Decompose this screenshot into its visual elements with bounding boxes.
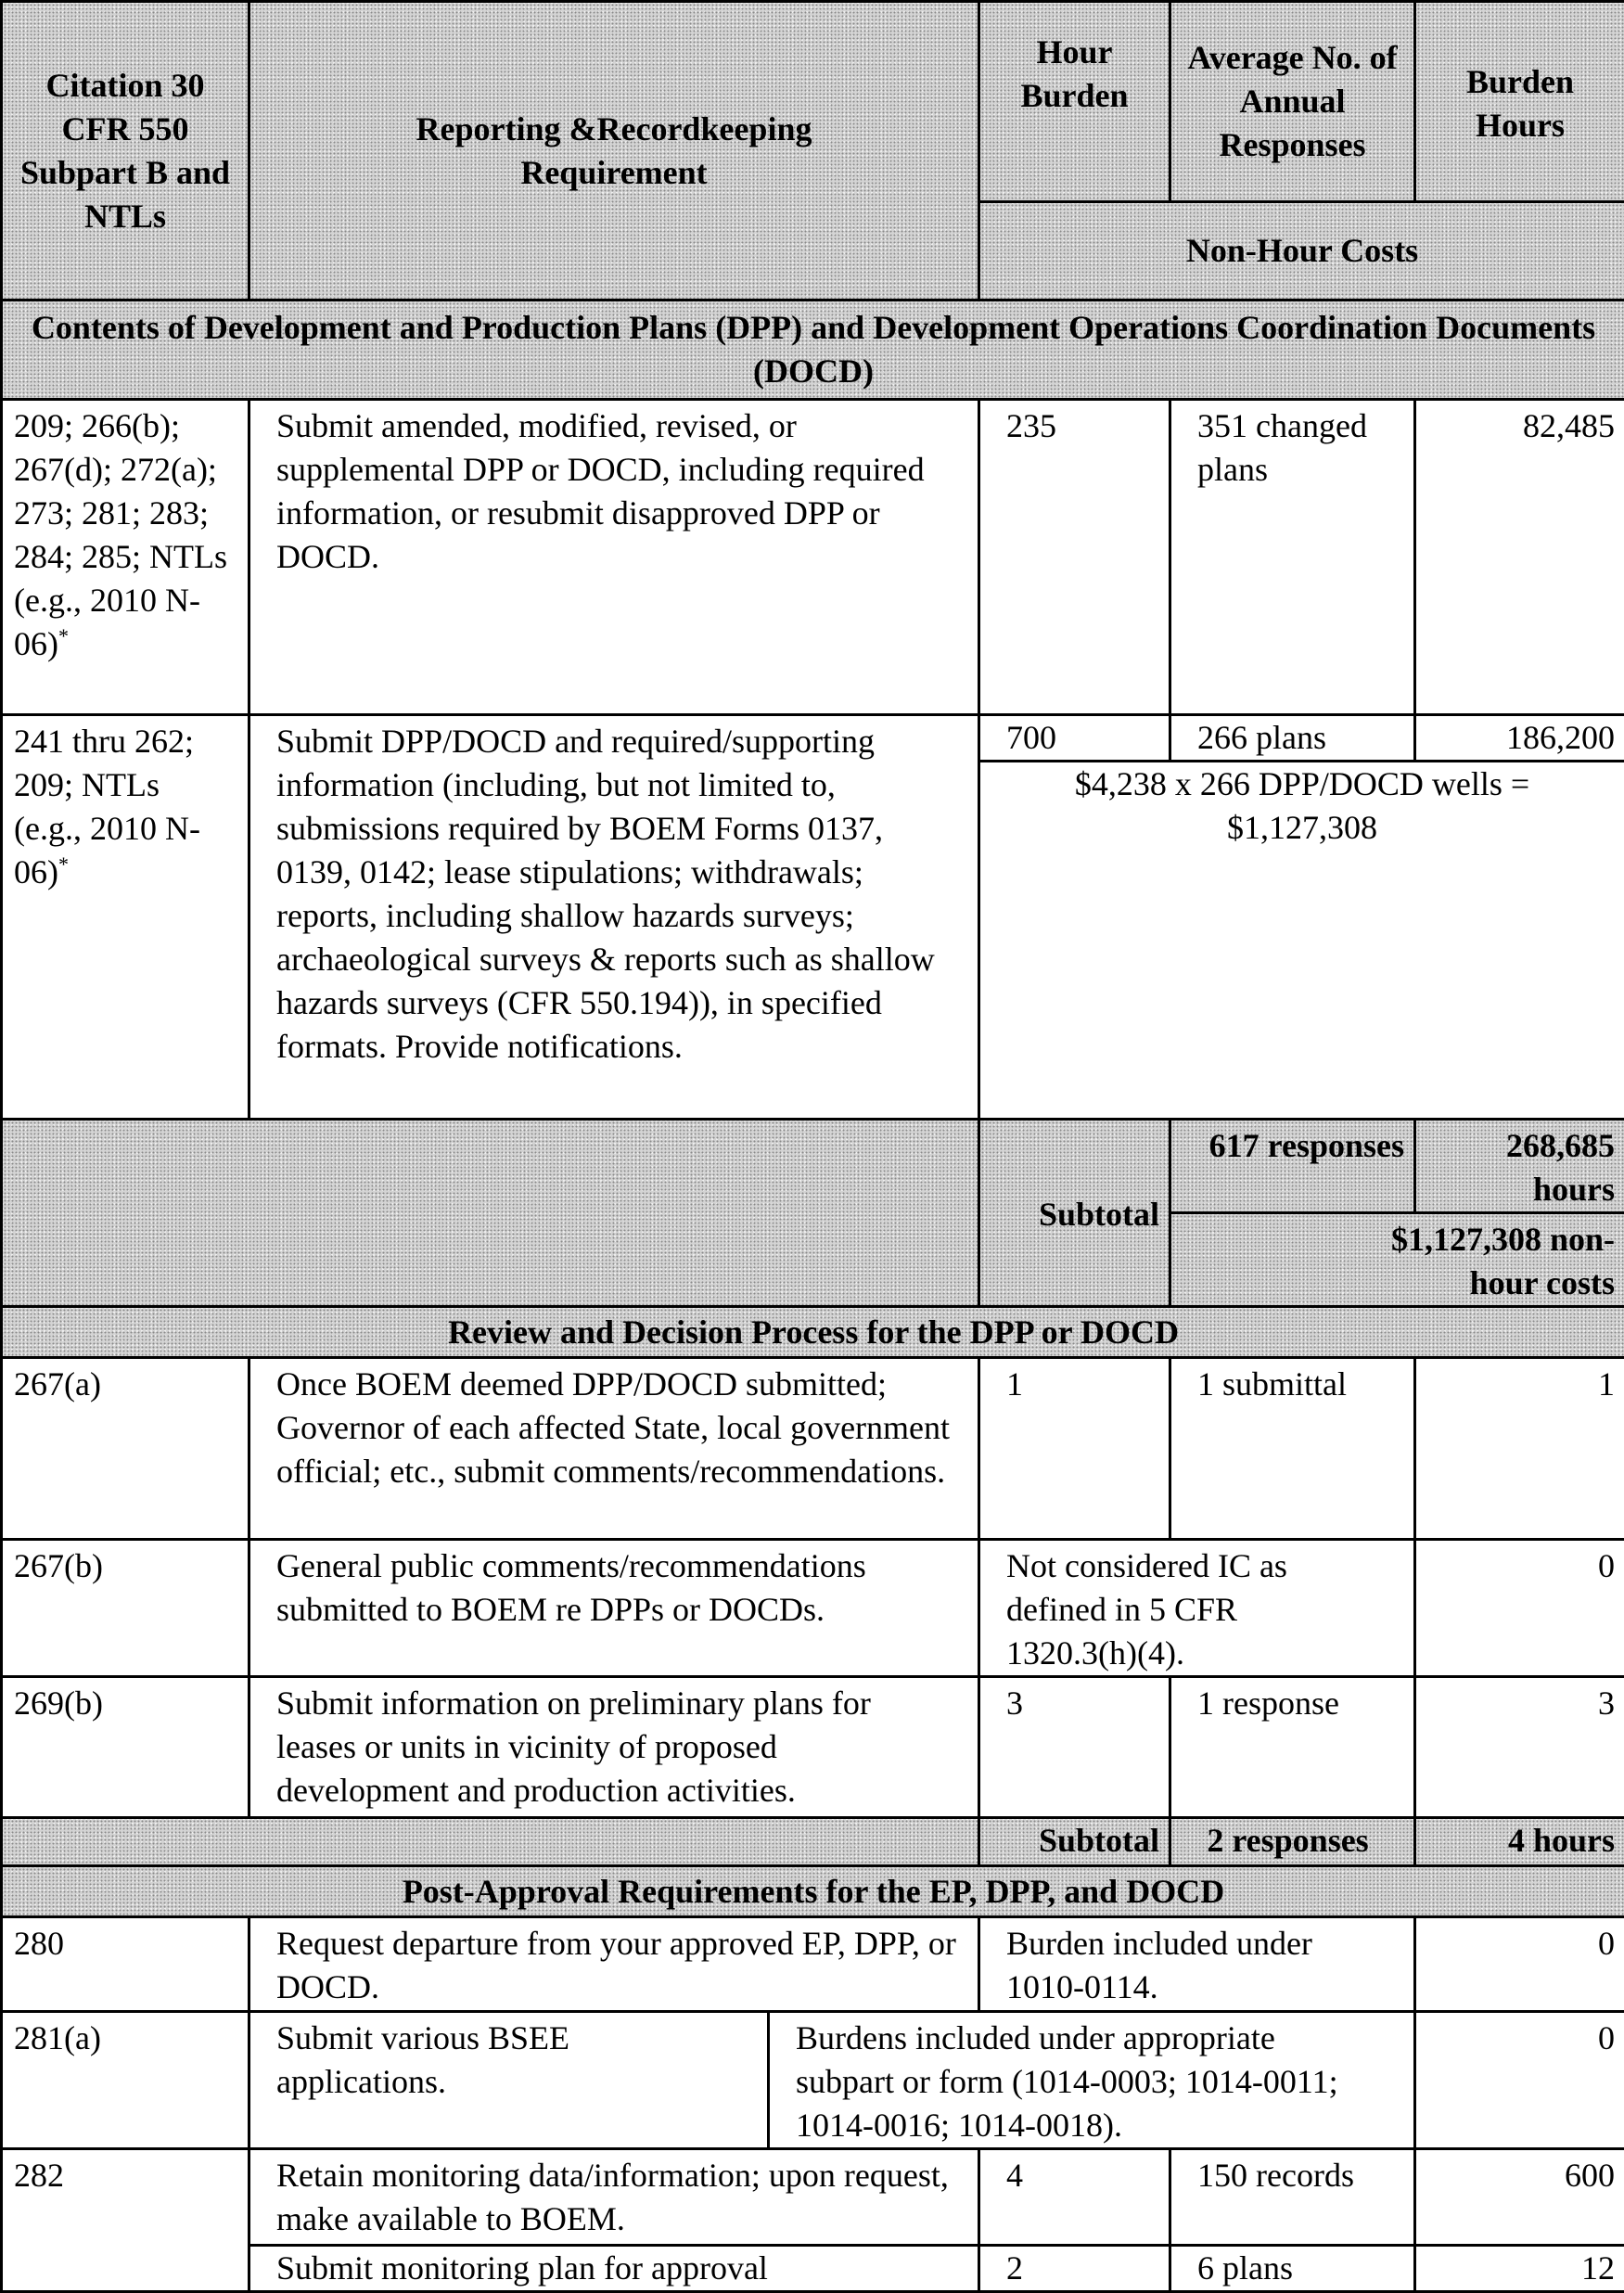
burden-hours-cell: 82,485 xyxy=(1415,400,1624,715)
table-row xyxy=(2,715,1624,762)
citation-text: 241 thru 262; 209; NTLs (e.g., 2010 N-06) xyxy=(14,723,200,890)
header-hour-burden: Hour Burden xyxy=(979,2,1170,202)
burden-hours-cell: 3 xyxy=(1415,1677,1624,1818)
citation-cell: 281(a) xyxy=(2,2012,249,2149)
requirement-cell: Submit various BSEE applications. xyxy=(249,2012,769,2149)
table-row xyxy=(2,1358,1624,1540)
burden-hours-cell: 186,200 xyxy=(1415,715,1624,762)
footnote-marker: * xyxy=(58,624,69,647)
subtotal-label: Subtotal xyxy=(979,1818,1170,1866)
table-row xyxy=(2,1540,1624,1677)
responses-cell: 266 plans xyxy=(1170,715,1415,762)
header-citation: Citation 30 CFR 550 Subpart B and NTLs xyxy=(2,2,249,301)
subtotal-responses: 2 responses xyxy=(1170,1818,1415,1866)
header-non-hour-costs: Non-Hour Costs xyxy=(979,202,1624,301)
requirement-cell: Submit information on preliminary plans for leases or units in vicinity of proposed development and production activities. xyxy=(249,1677,979,1818)
hour-burden-cell: 235 xyxy=(979,400,1170,715)
responses-cell: 150 records xyxy=(1170,2149,1415,2246)
responses-cell: 351 changed plans xyxy=(1170,400,1415,715)
table-row xyxy=(2,400,1624,715)
subtotal-spacer xyxy=(2,1120,979,1307)
section-title: Post-Approval Requirements for the EP, DPP, and DOCD xyxy=(2,1866,1624,1917)
requirement-cell: Request departure from your approved EP, DPP, or DOCD. xyxy=(249,1917,979,2012)
subtotal-label: Subtotal xyxy=(979,1120,1170,1307)
requirement-cell: Retain monitoring data/information; upon request, make available to BOEM. xyxy=(249,2149,979,2246)
section-title: Review and Decision Process for the DPP or DOCD xyxy=(2,1307,1624,1358)
burden-hours-cell: 0 xyxy=(1415,1917,1624,2012)
table-row xyxy=(2,1917,1624,2012)
note-cell: Burden included under 1010-0114. xyxy=(979,1917,1415,2012)
citation-cell: 269(b) xyxy=(2,1677,249,1818)
subtotal-hours: 268,685 hours xyxy=(1415,1120,1624,1213)
citation-text: 209; 266(b); 267(d); 272(a); 273; 281; 283; 284; 285; NTLs (e.g., 2010 N-06) xyxy=(14,407,227,662)
responses-cell: 1 submittal xyxy=(1170,1358,1415,1540)
citation-cell: 280 xyxy=(2,1917,249,2012)
burden-hours-cell: 1 xyxy=(1415,1358,1624,1540)
subtotal-responses: 617 responses xyxy=(1170,1120,1415,1213)
table-row xyxy=(2,2012,1624,2149)
requirement-cell: Once BOEM deemed DPP/DOCD submitted; Governor of each affected State, local government official; etc., submit comments/recommendations. xyxy=(249,1358,979,1540)
requirement-cell: General public comments/recommendations submitted to BOEM re DPPs or DOCDs. xyxy=(249,1540,979,1677)
burden-hours-cell: 0 xyxy=(1415,1540,1624,1677)
requirement-cell: Submit monitoring plan for approval xyxy=(249,2246,979,2292)
citation-cell xyxy=(2,715,249,1120)
burden-hours-cell: 0 xyxy=(1415,2012,1624,2149)
hour-burden-cell: 700 xyxy=(979,715,1170,762)
citation-cell xyxy=(2,400,249,715)
subtotal-non-hour: $1,127,308 non-hour costs xyxy=(1170,1213,1624,1307)
note-cell: Burdens included under appropriate subpart or form (1014-0003; 1014-0011; 1014-0016; 1014-0018). xyxy=(769,2012,1415,2149)
table-row xyxy=(2,2149,1624,2246)
citation-cell: 282 xyxy=(2,2149,249,2292)
note-cell: Not considered IC as defined in 5 CFR 1320.3(h)(4). xyxy=(979,1540,1415,1677)
hour-burden-cell: 3 xyxy=(979,1677,1170,1818)
non-hour-cost-cell: $4,238 x 266 DPP/DOCD wells = $1,127,308 xyxy=(979,762,1624,1120)
citation-cell: 267(b) xyxy=(2,1540,249,1677)
subtotal-spacer xyxy=(2,1818,979,1866)
burden-hours-cell: 600 xyxy=(1415,2149,1624,2246)
burden-hours-cell: 12 xyxy=(1415,2246,1624,2292)
header-requirement-label: Reporting &Recordkeeping Requirement xyxy=(256,108,972,195)
subtotal-hours: 4 hours xyxy=(1415,1818,1624,1866)
requirement-cell: Submit amended, modified, revised, or supplemental DPP or DOCD, including required information, or resubmit disapproved DPP or DOCD. xyxy=(249,400,979,715)
table-row xyxy=(2,1677,1624,1818)
requirement-cell: Submit DPP/DOCD and required/supporting information (including, but not limited to, submissions required by BOEM Forms 0137, 0139, 0142; lease stipulations; withdrawals; reports, including shallow hazards surveys; archaeological surveys & reports such as shallow hazards surveys (CFR 550.194)), in specified formats. Provide notifications. xyxy=(249,715,979,1120)
responses-cell: 1 response xyxy=(1170,1677,1415,1818)
hour-burden-cell: 1 xyxy=(979,1358,1170,1540)
section-title: Contents of Development and Production Plans (DPP) and Development Operations Coordination Documents (DOCD) xyxy=(2,301,1624,400)
responses-cell: 6 plans xyxy=(1170,2246,1415,2292)
footnote-marker: * xyxy=(58,852,69,876)
header-avg-responses: Average No. of Annual Responses xyxy=(1170,2,1415,202)
citation-cell: 267(a) xyxy=(2,1358,249,1540)
hour-burden-cell: 4 xyxy=(979,2149,1170,2246)
header-burden-hours: Burden Hours xyxy=(1415,2,1624,202)
header-requirement xyxy=(249,2,979,301)
hour-burden-cell: 2 xyxy=(979,2246,1170,2292)
